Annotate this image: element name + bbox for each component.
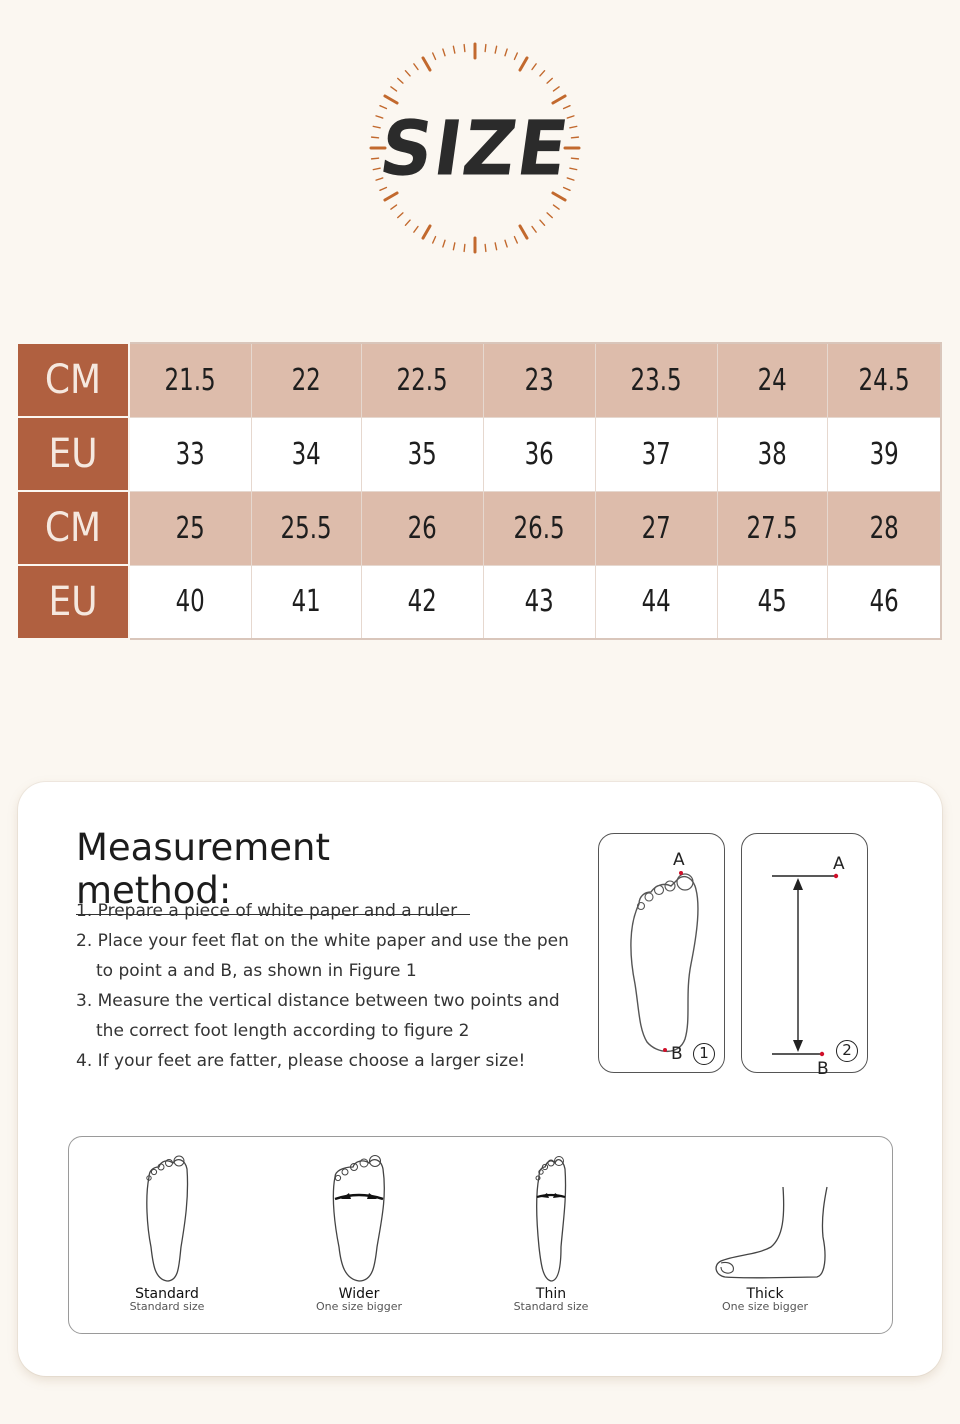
figure-number: 1 bbox=[693, 1043, 715, 1065]
figure-2 bbox=[741, 833, 868, 1079]
size-chart-table bbox=[16, 342, 942, 640]
figure-1 bbox=[598, 833, 725, 1073]
size-cell: 34 bbox=[251, 417, 361, 491]
table-row bbox=[17, 565, 941, 639]
size-cell: 25.5 bbox=[251, 491, 361, 565]
measurement-title: Measurement method: bbox=[76, 826, 470, 915]
foot-type-wider bbox=[269, 1147, 449, 1313]
size-cell: 21.5 bbox=[129, 343, 251, 417]
size-header bbox=[365, 38, 585, 258]
point-b-label: B bbox=[671, 1044, 683, 1064]
row-label: EU bbox=[17, 565, 129, 639]
size-cell: 25 bbox=[129, 491, 251, 565]
size-cell: 22.5 bbox=[361, 343, 483, 417]
list-item: 3. Measure the vertical distance between two points and the correct foot length according to figure 2 bbox=[76, 991, 560, 1041]
size-cell: 27 bbox=[595, 491, 717, 565]
foot-wider-icon bbox=[319, 1147, 399, 1287]
size-cell: 45 bbox=[717, 565, 827, 639]
figure-number: 2 bbox=[836, 1040, 858, 1062]
foot-type-name: Wider bbox=[338, 1286, 380, 1302]
page-title: SIZE bbox=[374, 103, 576, 193]
size-cell: 36 bbox=[483, 417, 595, 491]
size-cell: 42 bbox=[361, 565, 483, 639]
size-cell: 24 bbox=[717, 343, 827, 417]
foot-type-name: Thick bbox=[746, 1286, 784, 1302]
foot-standard-icon bbox=[127, 1147, 207, 1287]
point-a-label: A bbox=[673, 850, 685, 870]
foot-type-desc: Standard size bbox=[129, 1300, 205, 1313]
size-cell: 22 bbox=[251, 343, 361, 417]
list-item: 1. Prepare a piece of white paper and a ruler bbox=[76, 901, 458, 921]
table-row bbox=[17, 417, 941, 491]
foot-type-desc: One size bigger bbox=[721, 1300, 808, 1313]
foot-types-panel bbox=[68, 1136, 893, 1334]
table-row bbox=[17, 491, 941, 565]
size-cell: 26 bbox=[361, 491, 483, 565]
foot-type-desc: Standard size bbox=[513, 1300, 589, 1313]
size-cell: 44 bbox=[595, 565, 717, 639]
size-cell: 28 bbox=[827, 491, 941, 565]
row-label: CM bbox=[17, 491, 129, 565]
foot-thick-icon bbox=[695, 1147, 835, 1287]
foot-thin-icon bbox=[511, 1147, 591, 1287]
table-row bbox=[17, 343, 941, 417]
row-label: EU bbox=[17, 417, 129, 491]
size-cell: 46 bbox=[827, 565, 941, 639]
foot-type-desc: One size bigger bbox=[315, 1300, 402, 1313]
measurement-card bbox=[18, 782, 942, 1376]
size-cell: 24.5 bbox=[827, 343, 941, 417]
size-cell: 39 bbox=[827, 417, 941, 491]
size-cell: 27.5 bbox=[717, 491, 827, 565]
size-cell: 40 bbox=[129, 565, 251, 639]
measure-arrow-icon bbox=[742, 834, 869, 1074]
size-cell: 23.5 bbox=[595, 343, 717, 417]
point-b-label: B bbox=[817, 1059, 829, 1079]
foot-type-thick bbox=[675, 1147, 855, 1313]
size-cell: 33 bbox=[129, 417, 251, 491]
list-item: 2. Place your feet flat on the white paper and use the pen to point a and B, as shown in Figure 1 bbox=[76, 931, 569, 981]
size-cell: 26.5 bbox=[483, 491, 595, 565]
size-cell: 38 bbox=[717, 417, 827, 491]
size-cell: 41 bbox=[251, 565, 361, 639]
measurement-steps bbox=[76, 896, 576, 1076]
size-cell: 43 bbox=[483, 565, 595, 639]
foot-outline-icon bbox=[599, 834, 726, 1074]
foot-type-standard bbox=[77, 1147, 257, 1313]
size-cell: 37 bbox=[595, 417, 717, 491]
list-item: 4. If your feet are fatter, please choose a larger size! bbox=[76, 1051, 526, 1071]
size-cell: 35 bbox=[361, 417, 483, 491]
foot-type-name: Standard bbox=[135, 1286, 199, 1302]
size-cell: 23 bbox=[483, 343, 595, 417]
row-label: CM bbox=[17, 343, 129, 417]
point-a-label: A bbox=[833, 854, 845, 874]
foot-type-name: Thin bbox=[535, 1286, 567, 1302]
foot-type-thin bbox=[461, 1147, 641, 1313]
